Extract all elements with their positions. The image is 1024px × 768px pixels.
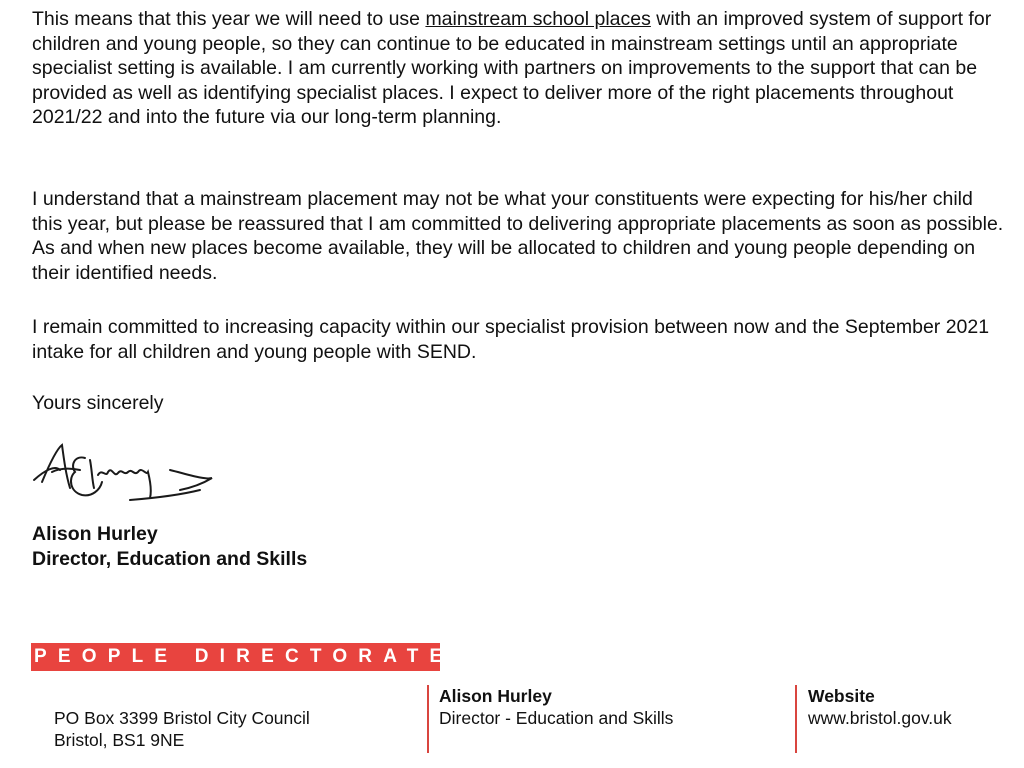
website-link[interactable]: www.bristol.gov.uk <box>808 708 952 728</box>
people-directorate-banner: PEOPLE DIRECTORATE <box>31 643 440 671</box>
footer-divider <box>795 685 797 753</box>
paragraph-mainstream-places: This means that this year we will need to use mainstream school places with an improved system of support for children and young people, so they can continue to be educated in mainstream settings until an appropriate specialist setting is available. I am currently working with partners on improvements to the support that can be provided as well as identifying specialist places. I expect to deliver more of the right placements throughout 2021/22 and into the future via our long-term planning. <box>32 8 992 128</box>
paragraph-commitment: I remain committed to increasing capacity within our specialist provision between now and the September 2021 intake for all children and young people with SEND. <box>32 316 990 363</box>
handwritten-signature <box>30 440 220 515</box>
footer-divider <box>427 685 429 753</box>
signer-name: Alison Hurley <box>32 523 158 545</box>
paragraph-reassurance: I understand that a mainstream placement may not be what your constituents were expecting for his/her child this year, but please be reassured that I am committed to delivering appropriate placements as soon as possible. As and when new places become available, they will be allocated to children and young people depending on their identified needs. <box>32 188 1004 284</box>
signer-title: Director, Education and Skills <box>32 548 308 570</box>
footer-address: PO Box 3399 Bristol City Council Bristol, BS1 9NE <box>54 708 310 750</box>
footer-website: Website www.bristol.gov.uk <box>808 686 952 728</box>
mainstream-school-places-link: mainstream school places <box>425 8 651 30</box>
footer-contact: Alison Hurley Director - Education and Skills <box>439 686 674 728</box>
closing-salutation: Yours sincerely <box>32 392 164 414</box>
